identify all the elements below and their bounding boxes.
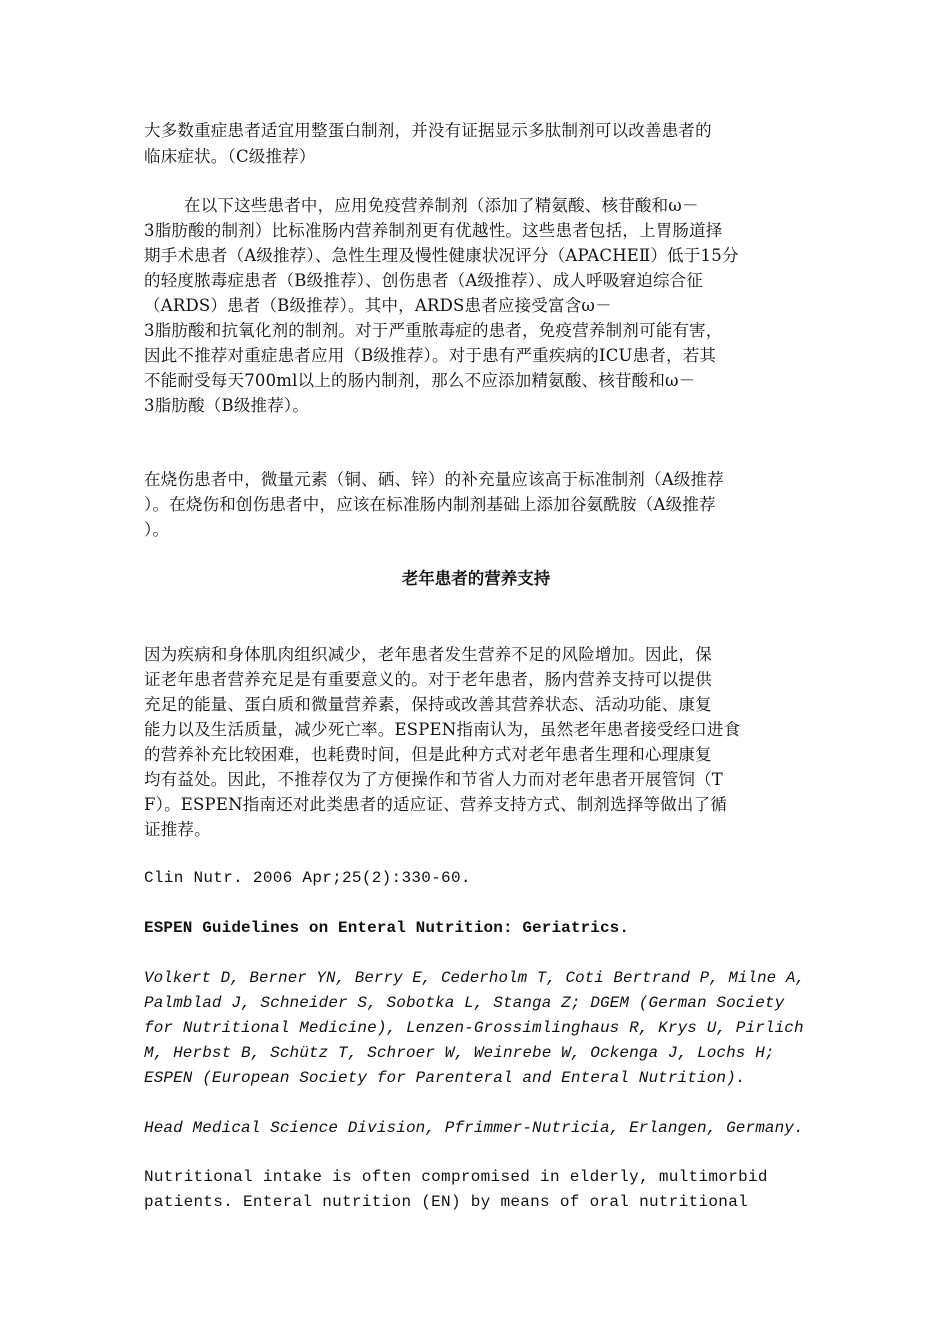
paragraph-3-line: ）。在烧伤和创伤患者中，应该在标准肠内制剂基础上添加谷氨酰胺（A级推荐 [144,495,716,514]
paragraph-3-line: ）。 [144,520,170,539]
authors-line: for Nutritional Medicine), Lenzen-Grossimlinghaus R, Krys U, Pirlich [144,1019,804,1037]
authors-line: Palmblad J, Schneider S, Sobotka L, Stanga Z; DGEM (German Society [144,994,785,1012]
citation: Clin Nutr. 2006 Apr;25(2):330-60. [144,869,471,887]
paragraph-2-line: 因此不推荐对重症患者应用（B级推荐）。对于患有严重疾病的ICU患者，若其 [144,346,717,365]
paragraph-2-line: （ARDS）患者（B级推荐）。其中，ARDS患者应接受富含ω－ [144,296,612,315]
paragraph-1-line: 临床症状。（C级推荐） [144,147,316,166]
paragraph-2-line: 的轻度脓毒症患者（B级推荐）、创伤患者（A级推荐）、成人呼吸窘迫综合征 [144,271,704,290]
paragraph-4-line: 充足的能量、蛋白质和微量营养素，保持或改善其营养状态、活动功能、康复 [144,695,712,714]
paragraph-4-line: 能力以及生活质量，减少死亡率。ESPEN指南认为，虽然老年患者接受经口进食 [144,720,741,739]
paragraph-1-line: 大多数重症患者适宜用整蛋白制剂，并没有证据显示多肽制剂可以改善患者的 [144,121,712,140]
authors-line: Volkert D, Berner YN, Berry E, Cederholm T, Coti Bertrand P, Milne A, [144,969,805,987]
paragraph-2-line: 3脂肪酸（B级推荐）。 [144,396,310,415]
paragraph-2-line: 不能耐受每天700ml以上的肠内制剂，那么不应添加精氨酸、核苷酸和ω－ [144,371,696,390]
paragraph-4-line: 证老年患者营养充足是有重要意义的。对于老年患者，肠内营养支持可以提供 [144,670,712,689]
paragraph-4-line: 因为疾病和身体肌肉组织减少，老年患者发生营养不足的风险增加。因此，保 [144,645,712,664]
paragraph-2-line: 3脂肪酸和抗氧化剂的制剂。对于严重脓毒症的患者，免疫营养制剂可能有害， [144,321,723,340]
paragraph-4-line: 证推荐。 [144,820,211,839]
paragraph-3-line: 在烧伤患者中，微量元素（铜、硒、锌）的补充量应该高于标准制剂（A级推荐 [144,470,724,489]
authors-line: ESPEN (European Society for Parenteral and Enteral Nutrition). [144,1069,746,1087]
paragraph-4-line: 均有益处。因此，不推荐仅为了方便操作和节省人力而对老年患者开展管饲（T [144,770,724,789]
paragraph-2-line: 3脂肪酸的制剂）比标准肠内营养制剂更有优越性。这些患者包括，上胃肠道择 [144,221,723,240]
affiliation: Head Medical Science Division, Pfrimmer-Nutricia, Erlangen, Germany. [144,1119,804,1137]
section-heading: 老年患者的营养支持 [401,569,551,588]
paragraph-2-line: 期手术患者（A级推荐）、急性生理及慢性健康状况评分（APACHEⅡ）低于15分 [144,246,739,265]
paragraph-2-line: 在以下这些患者中，应用免疫营养制剂（添加了精氨酸、核苷酸和ω－ [184,196,699,215]
paragraph-4-line: F）。ESPEN指南还对此类患者的适应证、营养支持方式、制剂选择等做出了循 [144,795,728,814]
article-title: ESPEN Guidelines on Enteral Nutrition: Geriatrics. [144,919,630,937]
authors-line: M, Herbst B, Schütz T, Schroer W, Weinrebe W, Ockenga J, Lochs H; [144,1044,775,1062]
abstract-line: Nutritional intake is often compromised in elderly, multimorbid [144,1168,768,1186]
paragraph-4-line: 的营养补充比较困难，也耗费时间，但是此种方式对老年患者生理和心理康复 [144,745,712,764]
abstract-line: patients. Enteral nutrition (EN) by means of oral nutritional [144,1193,748,1211]
